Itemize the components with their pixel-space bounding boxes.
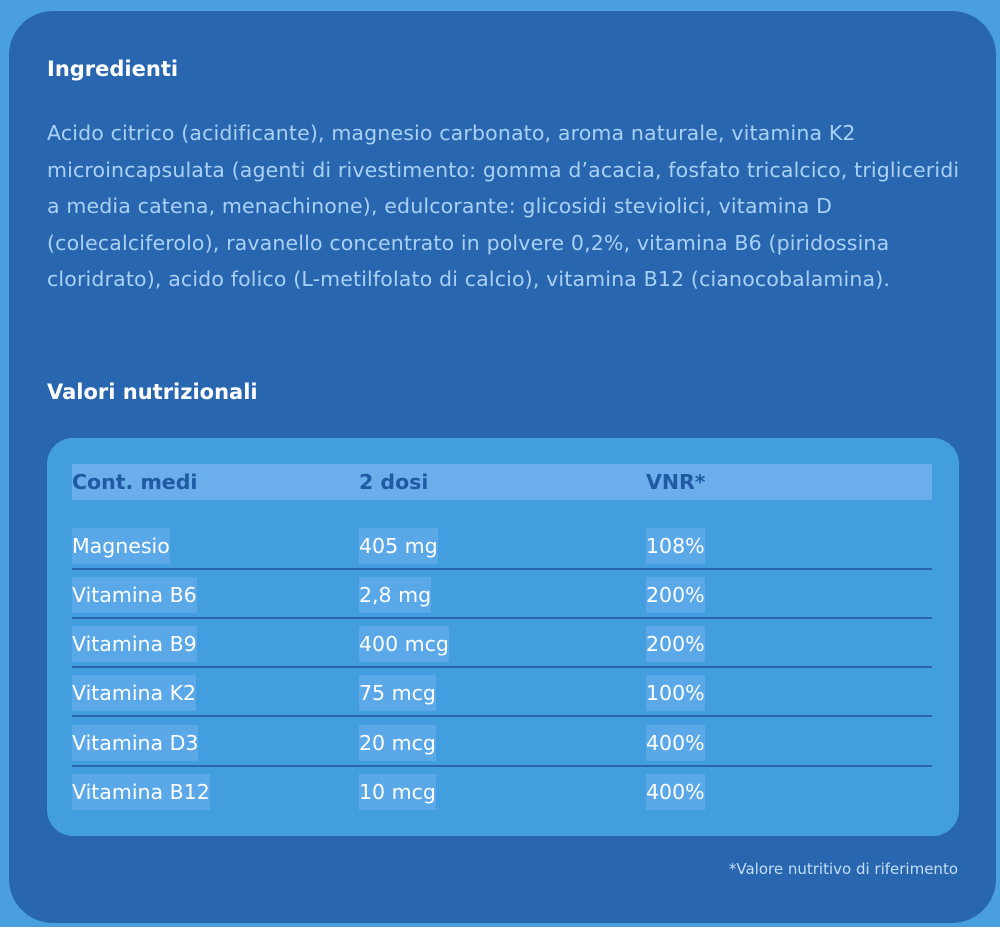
row-divider	[72, 617, 932, 619]
nutrient-amount: 75 mcg	[359, 675, 436, 711]
nrv-footnote: *Valore nutritivo di riferimento	[728, 860, 958, 878]
nutrient-name: Vitamina B12	[72, 774, 210, 810]
header-cell-nutrient: Cont. medi	[72, 470, 198, 494]
nutrition-title: Valori nutrizionali	[47, 380, 258, 404]
row-divider	[72, 765, 932, 767]
nutrient-nrv: 400%	[646, 725, 705, 761]
table-header-row	[72, 464, 932, 500]
table-row	[72, 577, 932, 613]
nutrient-name: Vitamina B6	[72, 577, 197, 613]
row-divider	[72, 715, 932, 717]
nutrient-name: Vitamina K2	[72, 675, 196, 711]
table-row	[72, 675, 932, 711]
ingredients-text: Acido citrico (acidificante), magnesio carbonato, aroma naturale, vitamina K2 microincapsulata (agenti di rivestimento: gomma d’acacia, fosfato tricalcico, trigliceridi a media catena, menachinone), edulcorante: glicosidi steviolici, vitamina D (colecalciferolo), ravanello concentrato in polvere 0,2%, vitamina B6 (piridossina cloridrato), acido folico (L-metilfolato di calcio), vitamina B12 (cianocobalamina).	[47, 121, 960, 291]
nutrient-nrv: 108%	[646, 528, 705, 564]
table-row	[72, 725, 932, 761]
row-divider	[72, 666, 932, 668]
nutrition-table	[47, 438, 959, 836]
nutrient-nrv: 200%	[646, 577, 705, 613]
nutrient-amount: 10 mcg	[359, 774, 436, 810]
header-cell-nrv: VNR*	[646, 470, 706, 494]
row-divider	[72, 568, 932, 570]
nutrient-name: Vitamina D3	[72, 725, 198, 761]
table-row	[72, 528, 932, 564]
table-row	[72, 626, 932, 662]
product-info-card	[9, 11, 996, 923]
nutrient-name: Vitamina B9	[72, 626, 197, 662]
nutrient-nrv: 100%	[646, 675, 705, 711]
nutrient-nrv: 200%	[646, 626, 705, 662]
table-row	[72, 774, 932, 810]
nutrient-amount: 20 mcg	[359, 725, 436, 761]
nutrient-amount: 2,8 mg	[359, 577, 431, 613]
nutrient-name: Magnesio	[72, 528, 170, 564]
ingredients-title: Ingredienti	[47, 57, 179, 81]
header-cell-amount: 2 dosi	[359, 470, 429, 494]
nutrient-amount: 400 mcg	[359, 626, 449, 662]
nutrient-amount: 405 mg	[359, 528, 438, 564]
nutrient-nrv: 400%	[646, 774, 705, 810]
